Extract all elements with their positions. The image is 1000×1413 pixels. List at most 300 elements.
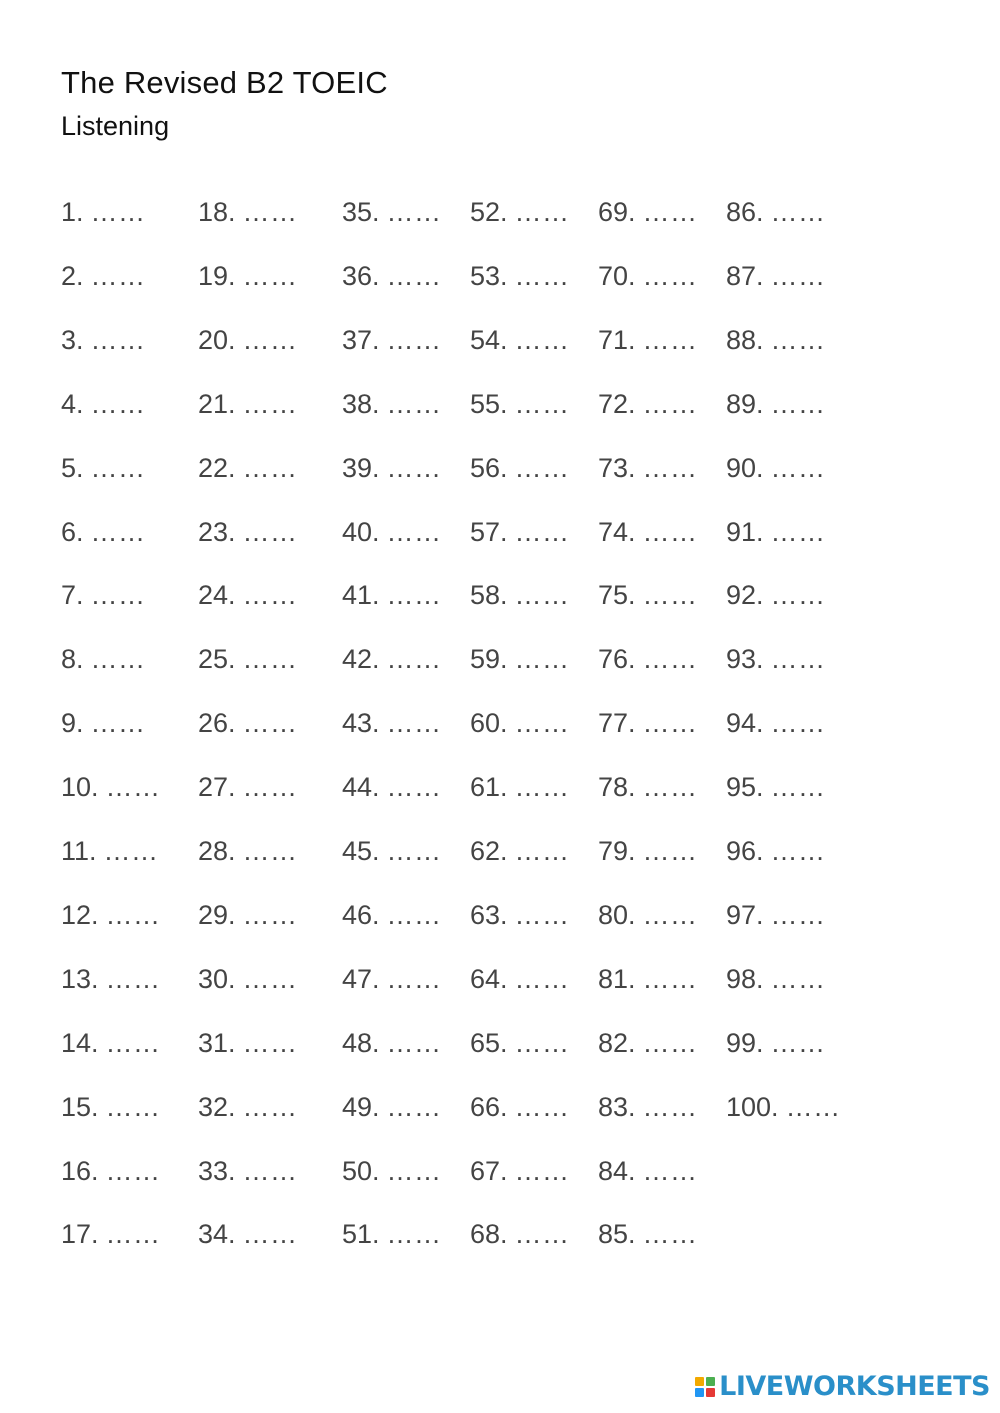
answer-blank[interactable]: …… xyxy=(242,580,298,611)
answer-item[interactable] xyxy=(61,324,146,356)
answer-blank[interactable]: …… xyxy=(642,963,698,994)
answer-blank[interactable]: …… xyxy=(90,644,146,675)
answer-item[interactable] xyxy=(726,1091,841,1123)
answer-blank[interactable]: …… xyxy=(514,452,570,483)
answer-item[interactable] xyxy=(342,899,442,931)
answer-item[interactable] xyxy=(470,452,570,484)
answer-item[interactable] xyxy=(470,1218,570,1250)
answer-blank[interactable]: …… xyxy=(242,708,298,739)
answer-blank[interactable]: …… xyxy=(105,899,161,930)
answer-number: 46. xyxy=(342,899,380,930)
answer-number: 53. xyxy=(470,260,508,291)
answer-number: 29. xyxy=(198,899,236,930)
answer-number: 74. xyxy=(598,516,636,547)
answer-blank[interactable]: …… xyxy=(770,772,826,803)
answer-number: 31. xyxy=(198,1027,236,1058)
answer-number: 89. xyxy=(726,388,764,419)
answer-item[interactable] xyxy=(598,899,698,931)
answer-blank[interactable]: …… xyxy=(242,388,298,419)
answer-number: 6. xyxy=(61,516,84,547)
answer-item[interactable] xyxy=(198,643,298,675)
answer-number: 10. xyxy=(61,772,99,803)
watermark-text: LIVEWORKSHEETS xyxy=(719,1371,990,1402)
answer-blank[interactable]: …… xyxy=(642,580,698,611)
answer-number: 2. xyxy=(61,260,84,291)
answer-blank[interactable]: …… xyxy=(386,324,442,355)
answer-item[interactable] xyxy=(198,1155,298,1187)
answer-item[interactable] xyxy=(598,771,698,803)
answer-blank[interactable]: …… xyxy=(105,1219,161,1250)
answer-blank[interactable]: …… xyxy=(105,1091,161,1122)
answer-item[interactable] xyxy=(598,388,698,420)
answer-blank[interactable]: …… xyxy=(242,772,298,803)
answer-item[interactable] xyxy=(198,899,298,931)
answer-number: 48. xyxy=(342,1027,380,1058)
answer-blank[interactable]: …… xyxy=(642,1027,698,1058)
answer-blank[interactable]: …… xyxy=(90,452,146,483)
answer-number: 81. xyxy=(598,963,636,994)
answer-item[interactable] xyxy=(61,707,146,739)
answer-blank[interactable]: …… xyxy=(90,388,146,419)
answer-number: 13. xyxy=(61,963,99,994)
answer-item[interactable] xyxy=(342,1218,442,1250)
answer-blank[interactable]: …… xyxy=(514,963,570,994)
answer-item[interactable] xyxy=(598,835,698,867)
answer-item[interactable] xyxy=(198,1091,298,1123)
answer-blank[interactable]: …… xyxy=(386,388,442,419)
answer-number: 41. xyxy=(342,580,380,611)
answer-item[interactable] xyxy=(342,1155,442,1187)
answer-item[interactable] xyxy=(61,260,146,292)
answer-blank[interactable]: …… xyxy=(642,708,698,739)
answer-blank[interactable]: …… xyxy=(642,1155,698,1186)
answer-number: 82. xyxy=(598,1027,636,1058)
answer-number: 40. xyxy=(342,516,380,547)
answer-number: 73. xyxy=(598,452,636,483)
answer-number: 94. xyxy=(726,708,764,739)
answer-blank[interactable]: …… xyxy=(242,644,298,675)
answer-blank[interactable]: …… xyxy=(386,899,442,930)
answer-number: 90. xyxy=(726,452,764,483)
answer-number: 58. xyxy=(470,580,508,611)
answer-blank[interactable]: …… xyxy=(770,580,826,611)
answer-number: 33. xyxy=(198,1155,236,1186)
answer-item[interactable] xyxy=(342,707,442,739)
logo-square xyxy=(706,1377,715,1386)
answer-number: 100. xyxy=(726,1091,779,1122)
answer-number: 49. xyxy=(342,1091,380,1122)
answer-blank[interactable]: …… xyxy=(770,324,826,355)
answer-item[interactable] xyxy=(470,1091,570,1123)
answer-number: 70. xyxy=(598,260,636,291)
answer-item[interactable] xyxy=(470,835,570,867)
answer-item[interactable] xyxy=(342,963,442,995)
answer-blank[interactable]: …… xyxy=(242,899,298,930)
answer-item[interactable] xyxy=(726,260,826,292)
answer-item[interactable] xyxy=(61,1027,161,1059)
answer-item[interactable] xyxy=(198,452,298,484)
answer-blank[interactable]: …… xyxy=(242,516,298,547)
answer-blank[interactable]: …… xyxy=(770,644,826,675)
answer-number: 19. xyxy=(198,260,236,291)
answer-number: 43. xyxy=(342,708,380,739)
answer-blank[interactable]: …… xyxy=(90,516,146,547)
answer-blank[interactable]: …… xyxy=(514,580,570,611)
answer-blank[interactable]: …… xyxy=(770,708,826,739)
answer-blank[interactable]: …… xyxy=(242,1155,298,1186)
answer-blank[interactable]: …… xyxy=(103,836,159,866)
answer-blank[interactable]: …… xyxy=(242,963,298,994)
answer-number: 34. xyxy=(198,1219,236,1250)
answer-blank[interactable]: …… xyxy=(642,1091,698,1122)
answer-item[interactable] xyxy=(61,516,146,548)
answer-blank[interactable]: …… xyxy=(90,324,146,355)
answer-blank[interactable]: …… xyxy=(514,644,570,675)
answer-item[interactable] xyxy=(198,1027,298,1059)
answer-number: 35. xyxy=(342,197,380,227)
answer-number: 7. xyxy=(61,580,84,611)
answer-number: 76. xyxy=(598,644,636,675)
answer-item[interactable] xyxy=(342,388,442,420)
answer-number: 75. xyxy=(598,580,636,611)
answer-item[interactable] xyxy=(726,324,826,356)
answer-number: 91. xyxy=(726,516,764,547)
answer-blank[interactable]: …… xyxy=(514,708,570,739)
answer-blank[interactable]: …… xyxy=(386,708,442,739)
answer-blank[interactable]: …… xyxy=(386,516,442,547)
answer-item[interactable] xyxy=(598,324,698,356)
answer-blank[interactable]: …… xyxy=(642,324,698,355)
answer-item[interactable] xyxy=(726,516,826,548)
answer-item[interactable] xyxy=(598,1155,698,1187)
answer-number: 50. xyxy=(342,1155,380,1186)
answer-number: 24. xyxy=(198,580,236,611)
answer-number: 36. xyxy=(342,260,380,291)
answer-number: 18. xyxy=(198,197,236,227)
answer-blank[interactable]: …… xyxy=(242,1027,298,1058)
answer-blank[interactable]: …… xyxy=(242,452,298,483)
answer-item[interactable] xyxy=(342,516,442,548)
answer-number: 11. xyxy=(61,836,97,866)
answer-item[interactable] xyxy=(726,899,826,931)
answer-number: 21. xyxy=(198,388,236,419)
answer-blank[interactable]: …… xyxy=(770,963,826,994)
answer-number: 95. xyxy=(726,772,764,803)
answer-number: 71. xyxy=(598,324,636,355)
answer-item[interactable] xyxy=(470,707,570,739)
answer-item[interactable] xyxy=(61,899,161,931)
answer-item[interactable] xyxy=(198,579,298,611)
answer-blank[interactable]: …… xyxy=(105,1155,161,1186)
answer-item[interactable] xyxy=(470,899,570,931)
answer-number: 37. xyxy=(342,324,380,355)
answer-blank[interactable]: …… xyxy=(514,772,570,803)
answer-item[interactable] xyxy=(198,260,298,292)
answer-number: 86. xyxy=(726,197,764,227)
answer-number: 23. xyxy=(198,516,236,547)
answer-item[interactable] xyxy=(598,1218,698,1250)
answer-item[interactable] xyxy=(470,260,570,292)
answer-number: 45. xyxy=(342,836,380,866)
answer-item[interactable] xyxy=(726,643,826,675)
answer-number: 67. xyxy=(470,1155,508,1186)
answer-item[interactable] xyxy=(342,1091,442,1123)
answer-number: 4. xyxy=(61,388,84,419)
answer-blank[interactable]: …… xyxy=(642,899,698,930)
answer-item[interactable] xyxy=(342,771,442,803)
answer-blank[interactable]: …… xyxy=(642,197,698,227)
answer-number: 38. xyxy=(342,388,380,419)
answer-item[interactable] xyxy=(61,643,146,675)
answer-blank[interactable]: …… xyxy=(242,836,298,866)
answer-blank[interactable]: …… xyxy=(514,260,570,291)
answer-number: 92. xyxy=(726,580,764,611)
answer-number: 68. xyxy=(470,1219,508,1250)
answer-item[interactable] xyxy=(342,452,442,484)
answer-item[interactable] xyxy=(470,771,570,803)
answer-number: 63. xyxy=(470,899,508,930)
answer-item[interactable] xyxy=(726,707,826,739)
answer-number: 66. xyxy=(470,1091,508,1122)
answer-item[interactable] xyxy=(198,388,298,420)
answer-item[interactable] xyxy=(61,1155,161,1187)
answer-number: 44. xyxy=(342,772,380,803)
answer-blank[interactable]: …… xyxy=(642,644,698,675)
answer-item[interactable] xyxy=(61,963,161,995)
answer-item[interactable] xyxy=(598,196,698,228)
answer-number: 79. xyxy=(598,836,636,866)
answer-number: 57. xyxy=(470,516,508,547)
answer-item[interactable] xyxy=(61,1218,161,1250)
answer-item[interactable] xyxy=(726,1027,826,1059)
answer-item[interactable] xyxy=(198,196,298,228)
answer-blank[interactable]: …… xyxy=(642,388,698,419)
answer-blank[interactable]: …… xyxy=(514,1091,570,1122)
answer-item[interactable] xyxy=(470,579,570,611)
answer-number: 39. xyxy=(342,452,380,483)
answer-item[interactable] xyxy=(470,388,570,420)
answer-item[interactable] xyxy=(470,1027,570,1059)
answer-number: 22. xyxy=(198,452,236,483)
answer-number: 60. xyxy=(470,708,508,739)
answer-number: 17. xyxy=(61,1219,99,1250)
answer-blank[interactable]: …… xyxy=(514,899,570,930)
answer-blank[interactable]: …… xyxy=(770,899,826,930)
answer-blank[interactable]: …… xyxy=(770,197,826,227)
answer-number: 59. xyxy=(470,644,508,675)
answer-item[interactable] xyxy=(598,643,698,675)
answer-blank[interactable]: …… xyxy=(770,452,826,483)
answer-number: 8. xyxy=(61,644,84,675)
answer-item[interactable] xyxy=(61,388,146,420)
answer-item[interactable] xyxy=(61,835,159,867)
answer-number: 5. xyxy=(61,452,84,483)
answer-number: 97. xyxy=(726,899,764,930)
answer-number: 25. xyxy=(198,644,236,675)
page-subtitle: Listening xyxy=(61,111,170,141)
answer-item[interactable] xyxy=(470,643,570,675)
answer-item[interactable] xyxy=(342,260,442,292)
answer-item[interactable] xyxy=(198,324,298,356)
answer-item[interactable] xyxy=(61,771,161,803)
answer-number: 26. xyxy=(198,708,236,739)
answer-item[interactable] xyxy=(470,516,570,548)
answer-blank[interactable]: …… xyxy=(90,260,146,291)
answer-blank[interactable]: …… xyxy=(105,1027,161,1058)
answer-item[interactable] xyxy=(470,324,570,356)
answer-item[interactable] xyxy=(726,771,826,803)
answer-item[interactable] xyxy=(198,963,298,995)
answer-item[interactable] xyxy=(61,452,146,484)
logo-square xyxy=(695,1377,704,1386)
answer-item[interactable] xyxy=(598,579,698,611)
answer-number: 88. xyxy=(726,324,764,355)
answer-number: 56. xyxy=(470,452,508,483)
answer-number: 9. xyxy=(61,708,84,739)
answer-blank[interactable]: …… xyxy=(514,388,570,419)
answer-blank[interactable]: …… xyxy=(514,1155,570,1186)
answer-number: 84. xyxy=(598,1155,636,1186)
answer-blank[interactable]: …… xyxy=(642,1219,698,1250)
answer-item[interactable] xyxy=(726,835,826,867)
answer-item[interactable] xyxy=(198,1218,298,1250)
answer-item[interactable] xyxy=(342,1027,442,1059)
answer-item[interactable] xyxy=(198,707,298,739)
answer-number: 72. xyxy=(598,388,636,419)
answer-number: 16. xyxy=(61,1155,99,1186)
answer-number: 62. xyxy=(470,836,508,866)
answer-blank[interactable]: …… xyxy=(642,260,698,291)
answer-item[interactable] xyxy=(598,1091,698,1123)
answer-item[interactable] xyxy=(726,196,826,228)
answer-blank[interactable]: …… xyxy=(386,836,442,866)
liveworksheets-logo-icon xyxy=(695,1377,715,1397)
answer-blank[interactable]: …… xyxy=(386,1219,442,1250)
answer-number: 77. xyxy=(598,708,636,739)
answer-item[interactable] xyxy=(470,196,570,228)
answer-number: 87. xyxy=(726,260,764,291)
answer-blank[interactable]: …… xyxy=(770,388,826,419)
answer-blank[interactable]: …… xyxy=(642,836,698,866)
answer-blank[interactable]: …… xyxy=(514,516,570,547)
answer-number: 98. xyxy=(726,963,764,994)
answer-blank[interactable]: …… xyxy=(642,772,698,803)
answer-blank[interactable]: …… xyxy=(514,836,570,866)
answer-blank[interactable]: …… xyxy=(514,197,570,227)
answer-blank[interactable]: …… xyxy=(386,197,442,227)
answer-number: 83. xyxy=(598,1091,636,1122)
answer-item[interactable] xyxy=(598,452,698,484)
answer-item[interactable] xyxy=(598,963,698,995)
answer-blank[interactable]: …… xyxy=(770,1027,826,1058)
answer-blank[interactable]: …… xyxy=(770,836,826,866)
answer-blank[interactable]: …… xyxy=(514,324,570,355)
answer-blank[interactable]: …… xyxy=(770,516,826,547)
answer-blank[interactable]: …… xyxy=(242,1091,298,1122)
answer-number: 85. xyxy=(598,1219,636,1250)
answer-number: 15. xyxy=(61,1091,99,1122)
answer-item[interactable] xyxy=(342,324,442,356)
answer-blank[interactable]: …… xyxy=(242,197,298,227)
answer-blank[interactable]: …… xyxy=(386,1091,442,1122)
answer-blank[interactable]: …… xyxy=(105,963,161,994)
answer-number: 55. xyxy=(470,388,508,419)
answer-item[interactable] xyxy=(61,1091,161,1123)
answer-item[interactable] xyxy=(598,707,698,739)
answer-item[interactable] xyxy=(470,963,570,995)
answer-item[interactable] xyxy=(342,196,442,228)
logo-square xyxy=(695,1388,704,1397)
answer-number: 42. xyxy=(342,644,380,675)
answer-number: 27. xyxy=(198,772,236,803)
answer-blank[interactable]: …… xyxy=(514,1219,570,1250)
answer-number: 20. xyxy=(198,324,236,355)
answer-blank[interactable]: …… xyxy=(386,580,442,611)
answer-blank[interactable]: …… xyxy=(90,580,146,611)
answer-item[interactable] xyxy=(198,771,298,803)
answer-number: 61. xyxy=(470,772,508,803)
answer-blank[interactable]: …… xyxy=(386,1155,442,1186)
answer-item[interactable] xyxy=(598,516,698,548)
answer-number: 99. xyxy=(726,1027,764,1058)
answer-blank[interactable]: …… xyxy=(785,1091,841,1122)
answer-number: 54. xyxy=(470,324,508,355)
page-title: The Revised B2 TOEIC xyxy=(61,65,388,100)
answer-blank[interactable]: …… xyxy=(770,260,826,291)
answer-number: 32. xyxy=(198,1091,236,1122)
answer-blank[interactable]: …… xyxy=(386,963,442,994)
answer-blank[interactable]: …… xyxy=(386,452,442,483)
answer-item[interactable] xyxy=(198,835,298,867)
answer-blank[interactable]: …… xyxy=(242,324,298,355)
answer-blank[interactable]: …… xyxy=(386,772,442,803)
answer-number: 65. xyxy=(470,1027,508,1058)
answer-item[interactable] xyxy=(61,579,146,611)
answer-item[interactable] xyxy=(726,579,826,611)
answer-blank[interactable]: …… xyxy=(105,772,161,803)
answer-blank[interactable]: …… xyxy=(90,197,146,227)
answer-blank[interactable]: …… xyxy=(514,1027,570,1058)
answer-item[interactable] xyxy=(198,516,298,548)
answer-number: 12. xyxy=(61,899,99,930)
answer-item[interactable] xyxy=(726,963,826,995)
answer-item[interactable] xyxy=(61,196,146,228)
answer-item[interactable] xyxy=(342,579,442,611)
answer-blank[interactable]: …… xyxy=(386,1027,442,1058)
answer-blank[interactable]: …… xyxy=(642,516,698,547)
answer-blank[interactable]: …… xyxy=(90,708,146,739)
answer-blank[interactable]: …… xyxy=(242,260,298,291)
answer-item[interactable] xyxy=(598,1027,698,1059)
answer-number: 14. xyxy=(61,1027,99,1058)
answer-blank[interactable]: …… xyxy=(386,260,442,291)
answer-blank[interactable]: …… xyxy=(386,644,442,675)
answer-number: 78. xyxy=(598,772,636,803)
answer-item[interactable] xyxy=(726,388,826,420)
answer-item[interactable] xyxy=(470,1155,570,1187)
answer-number: 28. xyxy=(198,836,236,866)
answer-blank[interactable]: …… xyxy=(642,452,698,483)
answer-blank[interactable]: …… xyxy=(242,1219,298,1250)
answer-item[interactable] xyxy=(726,452,826,484)
answer-number: 64. xyxy=(470,963,508,994)
answer-item[interactable] xyxy=(598,260,698,292)
answer-number: 52. xyxy=(470,197,508,227)
answer-number: 3. xyxy=(61,324,84,355)
answer-item[interactable] xyxy=(342,643,442,675)
answer-item[interactable] xyxy=(342,835,442,867)
answer-number: 51. xyxy=(342,1219,380,1250)
